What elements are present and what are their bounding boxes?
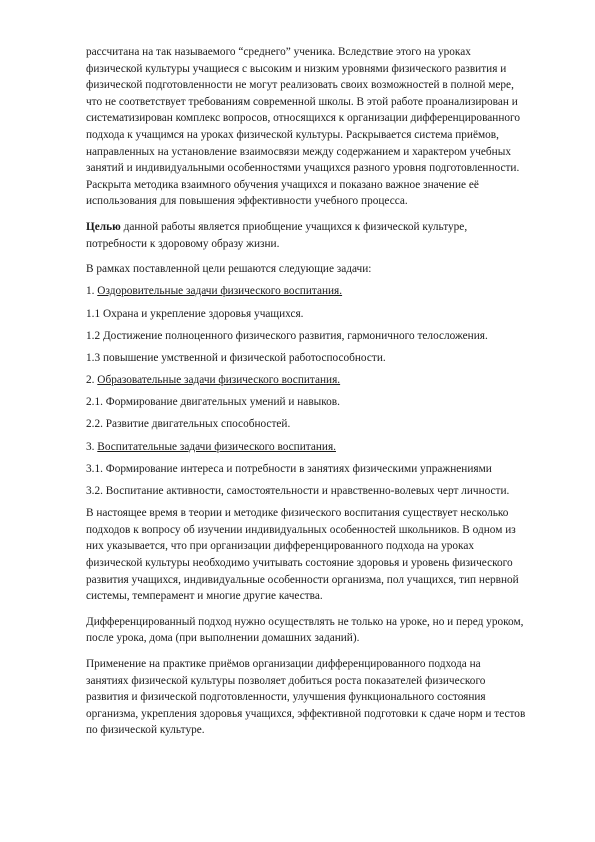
- task-2-number: 2.: [86, 374, 98, 387]
- intro-paragraph: рассчитана на так называемого “среднего” ученика. Вследствие этого на уроках физической культуры учащиеся с высоким и низким уровнями физического развития и физической подготовленности не могут реализовать своих возможностей в полной мере, что не соответствует требованиям современной школы. В этой работе проанализирован и систематизирован комплекс вопросов, относящихся к организации дифференцированного подхода к учащимся на уроках физической культуры. Раскрывается система приёмов, направленных на установление взаимосвязи между содержанием и характером учебных занятий и индивидуальными особенностями учащихся разного уровня подготовленности. Раскрыта методика взаимного обучения учащихся и показано важное значение её использования для повышения эффективности учебного процесса.: [86, 46, 521, 208]
- goal-bold-word: Целью: [86, 220, 121, 233]
- differentiated-approach-paragraph: Дифференцированный подход нужно осуществлять не только на уроке, но и перед уроком, после урока, дома (при выполнении домашних заданий).: [86, 615, 524, 645]
- tasks-intro: В рамках поставленной цели решаются следующие задачи:: [86, 263, 372, 276]
- task-2-1: 2.1. Формирование двигательных умений и навыков.: [86, 396, 340, 409]
- task-1-2: 1.2 Достижение полноценного физического развития, гармоничного телосложения.: [86, 329, 488, 342]
- task-1-1: 1.1 Охрана и укрепление здоровья учащихся.: [86, 307, 304, 320]
- task-3-heading: [86, 439, 526, 456]
- task-3-2: 3.2. Воспитание активности, самостоятельности и нравственно-волевых черт личности.: [86, 485, 510, 497]
- task-1-number: 1.: [86, 285, 98, 298]
- task-2-2: 2.2. Развитие двигательных способностей.: [86, 418, 291, 431]
- task-1-heading: [86, 283, 526, 300]
- task-3-number: 3.: [86, 440, 98, 453]
- task-1-3: 1.3 повышение умственной и физической работоспособности.: [86, 351, 386, 364]
- task-2-heading: [86, 372, 526, 389]
- goal-paragraph: [86, 219, 526, 252]
- document-page: [86, 44, 526, 748]
- application-paragraph: Применение на практике приёмов организации дифференцированного подхода на занятиях физической культуры позволяет добиться роста показателей физического развития и физической подготовленности, улучшения функционального состояния организма, укрепления здоровья учащихся, эффективной подготовки к сдаче норм и тестов по физической культуре.: [86, 657, 526, 737]
- task-2-title: Образовательные задачи физического воспитания.: [97, 374, 341, 387]
- task-1-title: Оздоровительные задачи физического воспитания.: [97, 285, 343, 298]
- task-3-title: Воспитательные задачи физического воспитания.: [97, 440, 336, 453]
- goal-text: данной работы является приобщение учащихся к физической культуре, потребности к здоровому образу жизни.: [86, 220, 468, 250]
- approaches-paragraph: В настоящее время в теории и методике физического воспитания существует несколько подходов к вопросу об изучении индивидуальных особенностей школьников. В одном из них указывается, что при организации дифференцированного подхода на уроках физической культуры необходимо учитывать состояние здоровья и уровень физического развития учащихся, индивидуальные особенности организма, пол учащихся, тип нервной системы, темперамент и многие другие качества.: [86, 507, 519, 603]
- task-3-1: 3.1. Формирование интереса и потребности в занятиях физическими упражнениями: [86, 462, 492, 475]
